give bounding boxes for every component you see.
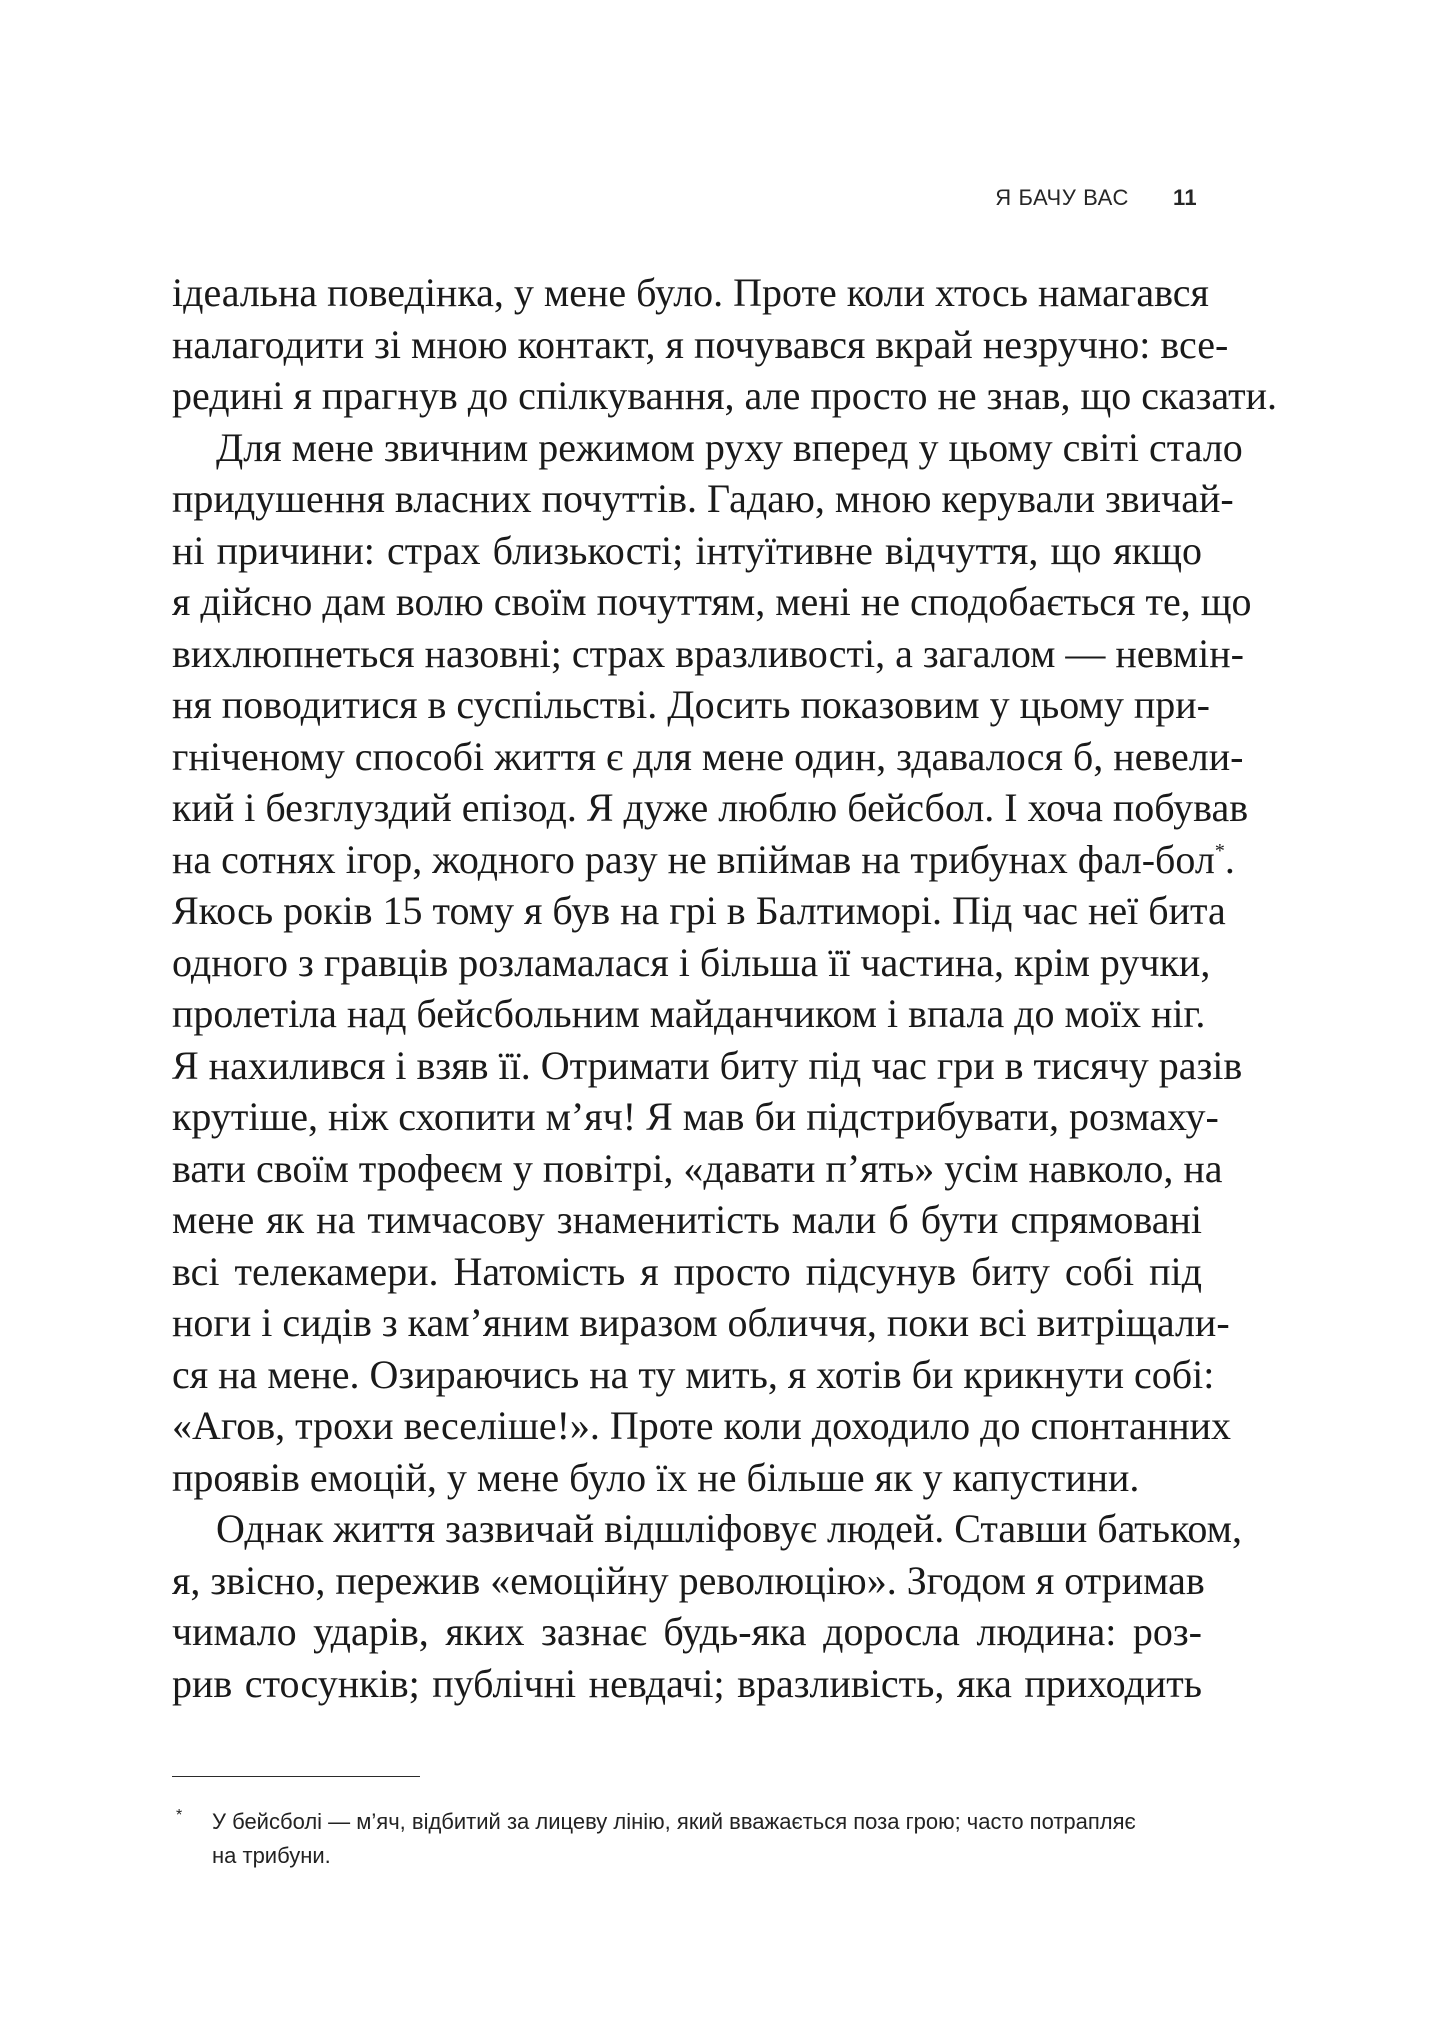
footnote-ref: * <box>1214 839 1225 862</box>
text-line: придушення власних почуттів. Гадаю, мною керували звичай- <box>172 476 1234 521</box>
text-line: рив стосунків; публічні невдачі; вразливість, яка приходить <box>172 1660 1202 1706</box>
text-line: ідеальна поведінка, у мене було. Проте коли хтось намагався <box>172 270 1209 315</box>
text-line: гніченому способі життя є для мене один, здавалося б, невели- <box>172 733 1244 779</box>
footnote-line <box>172 1805 1202 1839</box>
text-line: ся на мене. Озираючись на ту мить, я хотів би крикнути собі: <box>172 1351 1215 1397</box>
text-line: Я нахилився і взяв її. Отримати биту під час гри в тисячу разів <box>172 1042 1243 1088</box>
body-text <box>172 267 1278 1709</box>
text-line: Якось років 15 тому я був на грі в Балтиморі. Під час неї бита <box>172 888 1226 933</box>
text-line: вати своїм трофеєм у повітрі, «давати п’ять» усім навколо, на <box>172 1145 1223 1191</box>
text-line: пролетіла над бейсбольним майданчиком і впала до моїх ніг. <box>172 991 1206 1036</box>
footnote-marker: * <box>176 1807 183 1824</box>
text-line-with-footnote-ref <box>172 834 1235 886</box>
footnote-divider <box>172 1776 420 1777</box>
running-header <box>995 178 1197 218</box>
footnote-text: У бейсболі — м’яч, відбитий за лицеву лінію, який вважається поза грою; часто потрапляє <box>212 1809 1136 1834</box>
text-line: я дійсно дам волю своїм почуттям, мені не сподобається те, що <box>172 579 1252 624</box>
sentence-period: . <box>1224 836 1235 882</box>
text-line: редині я прагнув до спілкування, але просто не знав, що сказати. <box>172 373 1278 418</box>
text-line: на сотнях ігор, жодного разу не впіймав на трибунах фал-бол <box>172 836 1215 882</box>
text-line: Для мене звичним режимом руху вперед у цьому світі стало <box>216 424 1243 470</box>
text-line: всі телекамери. Натомість я просто підсунув биту собі під <box>172 1248 1202 1294</box>
text-line: налагодити зі мною контакт, я почувався вкрай незручно: все- <box>172 321 1229 367</box>
text-line: кий і безглуздий епізод. Я дуже люблю бейсбол. І хоча побував <box>172 785 1249 830</box>
text-line: проявів емоцій, у мене було їх не більше як у капустини. <box>172 1454 1140 1500</box>
text-line: я, звісно, пережив «емоційну революцію». Згодом я отримав <box>172 1557 1205 1603</box>
text-line: крутіше, ніж схопити м’яч! Я мав би підстрибувати, розмаху- <box>172 1094 1219 1139</box>
text-line: чимало ударів, яких зазнає будь-яка доросла людина: роз- <box>172 1609 1202 1654</box>
footnote <box>172 1805 1202 1873</box>
footnote-line: на трибуни. <box>212 1843 331 1868</box>
running-title: Я БАЧУ ВАС <box>995 185 1129 210</box>
text-line: ня поводитися в суспільстві. Досить показовим у цьому при- <box>172 682 1210 727</box>
page-number: 11 <box>1172 185 1197 210</box>
text-line: ні причини: страх близькості; інтуїтивне відчуття, що якщо <box>172 527 1202 573</box>
text-line: Однак життя зазвичай відшліфовує людей. Ставши батьком, <box>216 1506 1242 1551</box>
text-line: одного з гравців розламалася і більша її частина, крім ручки, <box>172 939 1211 985</box>
text-line: ноги і сидів з кам’яним виразом обличчя, поки всі витріщали- <box>172 1300 1230 1345</box>
text-line: вихлюпнеться назовні; страх вразливості, а загалом — невмін- <box>172 630 1244 676</box>
text-line: «Агов, трохи веселіше!». Проте коли доходило до спонтанних <box>172 1403 1232 1448</box>
text-line: мене як на тимчасову знаменитість мали б бути спрямовані <box>172 1197 1202 1242</box>
